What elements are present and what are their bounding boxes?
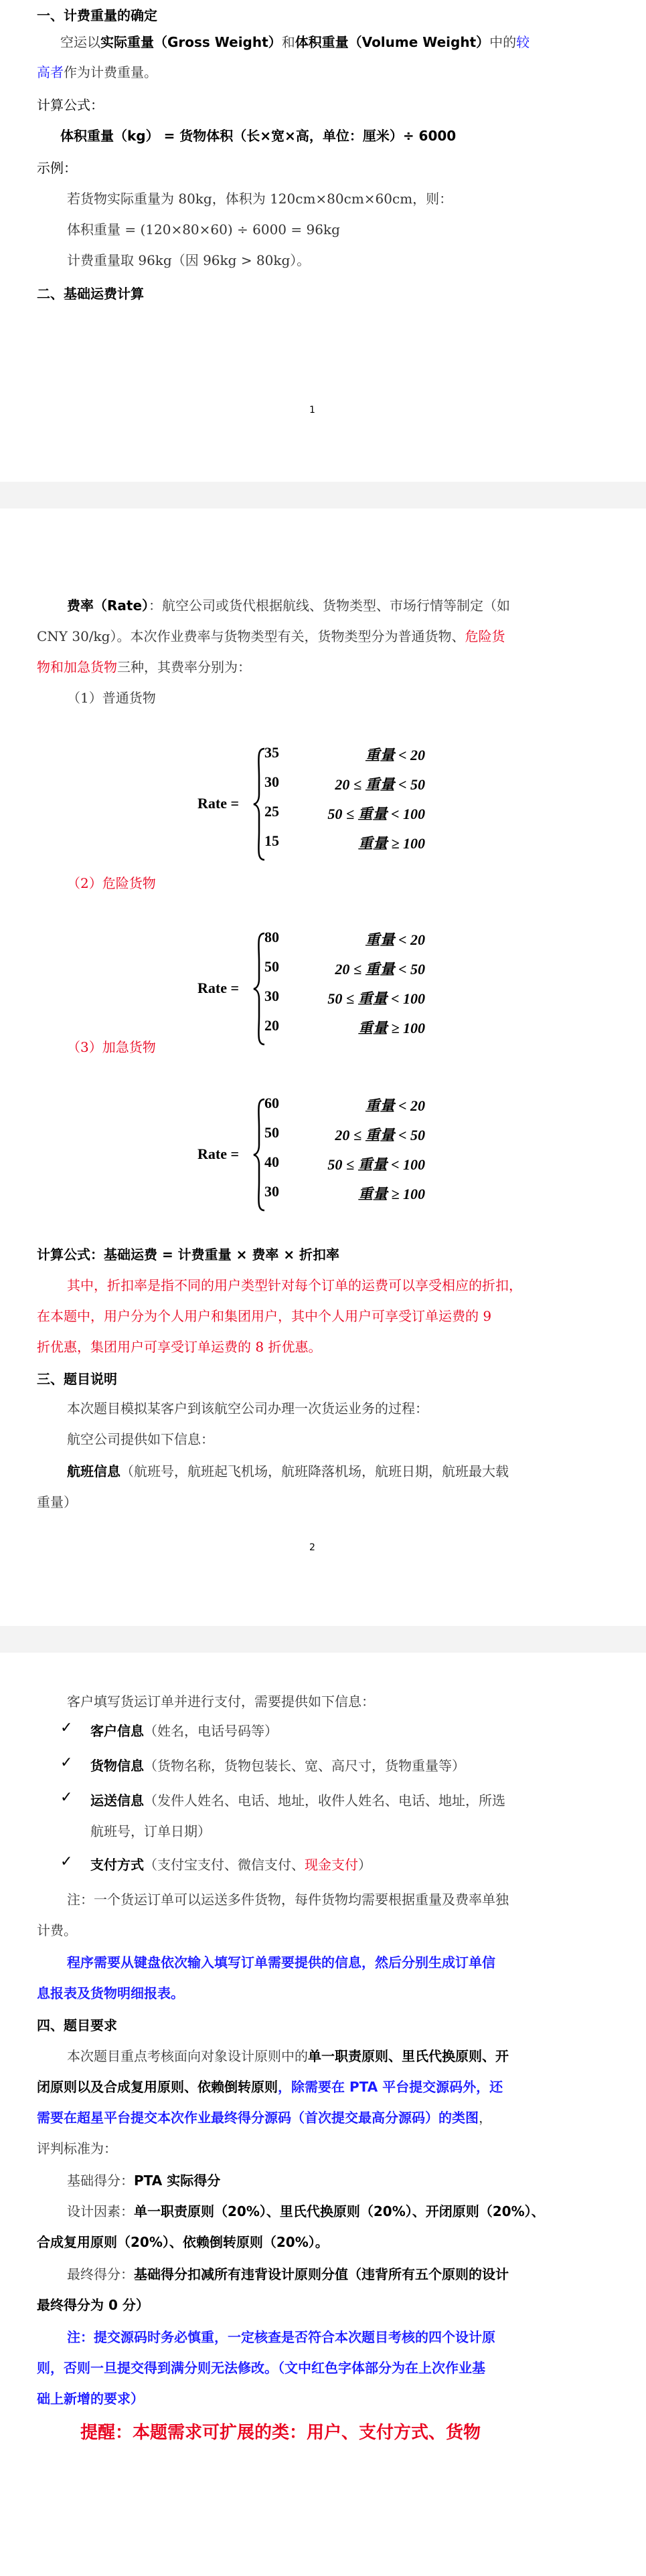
text-span: 设计因素：	[67, 2203, 134, 2219]
rate-condition	[365, 1095, 425, 1115]
rate-condition-text: 重量 ≥ 100	[357, 1020, 425, 1036]
page-number: 2	[309, 1542, 315, 1553]
intro-line: 本次题目模拟某客户到该航空公司办理一次货运业务的过程：	[67, 1400, 428, 1416]
rate-paragraph-line	[37, 626, 505, 646]
submit-note-line-3: 础上新增的要求）	[37, 2391, 144, 2407]
section-heading-2: 二、基础运费计算	[37, 286, 144, 302]
text-span: 闭原则以及合成复用原则、依赖倒转原则	[37, 2079, 278, 2095]
rate-condition-text: 50 ≤ 重量 < 100	[327, 990, 425, 1007]
rate-paragraph-line	[37, 657, 251, 677]
category-dangerous: （2）危险货物	[67, 875, 156, 891]
flight-info-line-2: 重量）	[37, 1494, 77, 1510]
text-span: 支付方式	[90, 1857, 144, 1873]
rate-value: 25	[264, 803, 279, 820]
calc-formula: 计算公式：基础运费 = 计费重量 × 费率 × 折扣率	[37, 1247, 340, 1263]
discount-line-1: 其中，折扣率是指不同的用户类型针对每个订单的运费可以享受相应的折扣，	[67, 1277, 522, 1293]
reminder-line: 提醒：本题需求可扩展的类：用户、支付方式、货物	[80, 2423, 481, 2443]
rate-value: 30	[264, 988, 279, 1004]
rate-condition-text: 重量 ≥ 100	[357, 835, 425, 852]
check-icon: ✓	[60, 1720, 73, 1736]
page-gap	[0, 1626, 646, 1653]
text-span: ，	[479, 2110, 492, 2126]
rate-value: 35	[264, 744, 279, 761]
text-span: 实际重量（Gross Weight）	[100, 34, 282, 50]
text-span: PTA 实际得分	[134, 2173, 221, 2189]
page-gap	[0, 482, 646, 509]
text-span: ：航空公司或货代根据航线、货物类型、市场行情等制定（如	[149, 597, 511, 614]
text-span: 货物信息	[90, 1758, 144, 1774]
rate-condition	[335, 1124, 425, 1145]
example-line-2: 体积重量 = (120×80×60) ÷ 6000 = 96kg	[67, 221, 340, 238]
customer-line: 客户填写货运订单并进行支付，需要提供如下信息：	[67, 1693, 375, 1710]
rate-value: 60	[264, 1095, 279, 1111]
rate-condition	[358, 832, 425, 853]
text-span: 和	[281, 34, 295, 50]
list-item-continuation: 航班号，订单日期）	[90, 1823, 211, 1839]
category-normal: （1）普通货物	[67, 690, 156, 706]
page-1	[0, 0, 646, 482]
rate-condition	[358, 1183, 425, 1204]
paragraph-line	[37, 62, 157, 82]
page-number: 1	[309, 405, 315, 416]
rate-label: Rate =	[197, 1145, 240, 1162]
rate-label: Rate =	[197, 795, 240, 812]
rate-condition	[327, 988, 425, 1008]
rate-condition-text: 50 ≤ 重量 < 100	[327, 806, 425, 822]
text-span: 费率（Rate）	[67, 597, 149, 614]
rate-condition	[335, 773, 425, 794]
list-item	[90, 1855, 372, 1875]
text-span: 危险货	[465, 628, 505, 644]
text-span: CNY 30/kg）。本次作业费率与货物类型有关，货物类型分为普通货物、	[37, 628, 465, 644]
text-span: 最终得分：	[67, 2266, 134, 2282]
rate-table-urgent	[197, 1095, 438, 1215]
submit-note-line-1: 注：提交源码时务必慎重，一定核查是否符合本次题目考核的四个设计原	[67, 2329, 495, 2345]
rate-value: 50	[264, 958, 279, 975]
text-span: 体积重量（Volume Weight）	[295, 34, 490, 50]
section-heading-1: 一、计费重量的确定	[37, 7, 157, 23]
note-line-1: 注：一个货运订单可以运送多件货物，每件货物均需要根据重量及费率单独	[67, 1892, 509, 1908]
text-span: 空运以	[60, 34, 100, 50]
submit-note-line-2: 则，否则一旦提交得到满分则无法修改。（文中红色字体部分为在上次作业基	[37, 2360, 485, 2376]
paragraph-line	[60, 32, 530, 52]
final-score-line-1	[67, 2264, 509, 2284]
text-span: 基础得分：	[67, 2173, 134, 2189]
text-span: 需要在超星平台提交本次作业最终得分源码（首次提交最高分源码）的类图	[37, 2110, 479, 2126]
rate-condition	[365, 929, 425, 949]
flight-info-line	[67, 1461, 509, 1481]
rate-paragraph-line	[67, 595, 510, 616]
rate-table-normal	[197, 744, 438, 864]
rate-condition-text: 50 ≤ 重量 < 100	[327, 1156, 425, 1173]
final-score-line-2: 最终得分为 0 分）	[37, 2297, 149, 2313]
basic-score-line	[67, 2171, 220, 2191]
rate-label: Rate =	[197, 980, 240, 996]
rate-value: 15	[264, 832, 279, 849]
eval-line: 评判标准为：	[37, 2140, 117, 2156]
rate-condition-text: 20 ≤ 重量 < 50	[335, 776, 425, 793]
check-icon: ✓	[60, 1754, 73, 1771]
check-icon: ✓	[60, 1853, 73, 1870]
req-line-2	[37, 2077, 503, 2097]
page-3	[0, 1653, 646, 2576]
text-span: 较	[516, 34, 530, 50]
text-span: （发件人姓名、电话、地址，收件人姓名、电话、地址，所选	[144, 1792, 505, 1809]
rate-condition-text: 重量 < 20	[365, 931, 425, 948]
rate-condition-text: 重量 < 20	[365, 747, 425, 763]
blue-line-1: 程序需要从键盘依次输入填写订单需要提供的信息，然后分别生成订单信	[67, 1954, 495, 1970]
design-line-1	[67, 2201, 545, 2221]
text-span: （支付宝支付、微信支付、	[144, 1857, 305, 1873]
airline-line: 航空公司提供如下信息：	[67, 1431, 214, 1447]
discount-line-2: 在本题中，用户分为个人用户和集团用户，其中个人用户可享受订单运费的 9	[37, 1308, 492, 1324]
text-span: ）	[358, 1857, 372, 1873]
rate-condition	[335, 958, 425, 979]
text-span: 作为计费重量。	[64, 64, 157, 80]
list-item	[90, 1721, 278, 1741]
blue-line-2: 息报表及货物明细报表。	[37, 1985, 184, 2001]
text-span: 单一职责原则、里氏代换原则、开	[308, 2048, 509, 2064]
list-item	[90, 1790, 505, 1811]
text-span: 高者	[37, 64, 64, 80]
text-span: （货物名称，货物包装长、宽、高尺寸，货物重量等）	[144, 1758, 465, 1774]
text-span: 航班信息	[67, 1463, 120, 1479]
section-heading-4: 四、题目要求	[37, 2017, 117, 2033]
rate-condition	[327, 803, 425, 824]
rate-condition-text: 20 ≤ 重量 < 50	[335, 961, 425, 978]
rate-condition-text: 20 ≤ 重量 < 50	[335, 1127, 425, 1143]
req-line-3	[37, 2108, 492, 2128]
text-span: 基础得分扣减所有违背设计原则分值（违背所有五个原则的设计	[134, 2266, 509, 2282]
rate-value: 80	[264, 929, 279, 945]
text-span: 运送信息	[90, 1792, 144, 1809]
rate-condition	[358, 1017, 425, 1038]
text-span: （航班号，航班起飞机场，航班降落机场，航班日期，航班最大载	[120, 1463, 509, 1479]
example-line-3: 计费重量取 96kg（因 96kg > 80kg）。	[67, 252, 311, 268]
text-span: 三种，其费率分别为：	[117, 659, 251, 675]
design-line-2: 合成复用原则（20%）、依赖倒转原则（20%）。	[37, 2234, 329, 2250]
rate-condition	[365, 744, 425, 765]
example-label: 示例：	[37, 160, 77, 176]
text-span: 客户信息	[90, 1723, 144, 1739]
volume-formula: 体积重量（kg） = 货物体积（长×宽×高，单位：厘米）÷ 6000	[60, 128, 457, 144]
rate-value: 50	[264, 1124, 279, 1141]
rate-value: 40	[264, 1154, 279, 1170]
text-span: 单一职责原则（20%）、里氏代换原则（20%）、开闭原则（20%）、	[134, 2203, 545, 2219]
rate-value: 20	[264, 1017, 279, 1034]
rate-condition-text: 重量 < 20	[365, 1097, 425, 1114]
note-line-2: 计费。	[37, 1922, 77, 1938]
list-item	[90, 1756, 465, 1776]
text-span: 物和加急货物	[37, 659, 117, 675]
text-span: （姓名，电话号码等）	[144, 1723, 278, 1739]
discount-line-3: 折优惠，集团用户可享受订单运费的 8 折优惠。	[37, 1339, 322, 1355]
text-span: 中的	[489, 34, 517, 50]
check-icon: ✓	[60, 1789, 73, 1806]
formula-label: 计算公式：	[37, 97, 104, 113]
rate-value: 30	[264, 1183, 279, 1200]
text-span: 本次题目重点考核面向对象设计原则中的	[67, 2048, 308, 2064]
rate-table-dangerous	[197, 929, 438, 1049]
category-urgent: （3）加急货物	[67, 1039, 156, 1055]
rate-value: 30	[264, 773, 279, 790]
example-line-1: 若货物实际重量为 80kg，体积为 120cm×80cm×60cm，则：	[67, 191, 453, 207]
rate-condition-text: 重量 ≥ 100	[357, 1186, 425, 1202]
rate-condition	[327, 1154, 425, 1174]
text-span: 现金支付	[305, 1857, 358, 1873]
page-2	[0, 509, 646, 1626]
text-span: ，除需要在 PTA 平台提交源码外，还	[278, 2079, 503, 2095]
req-line-1	[67, 2046, 509, 2066]
section-heading-3: 三、题目说明	[37, 1371, 117, 1387]
